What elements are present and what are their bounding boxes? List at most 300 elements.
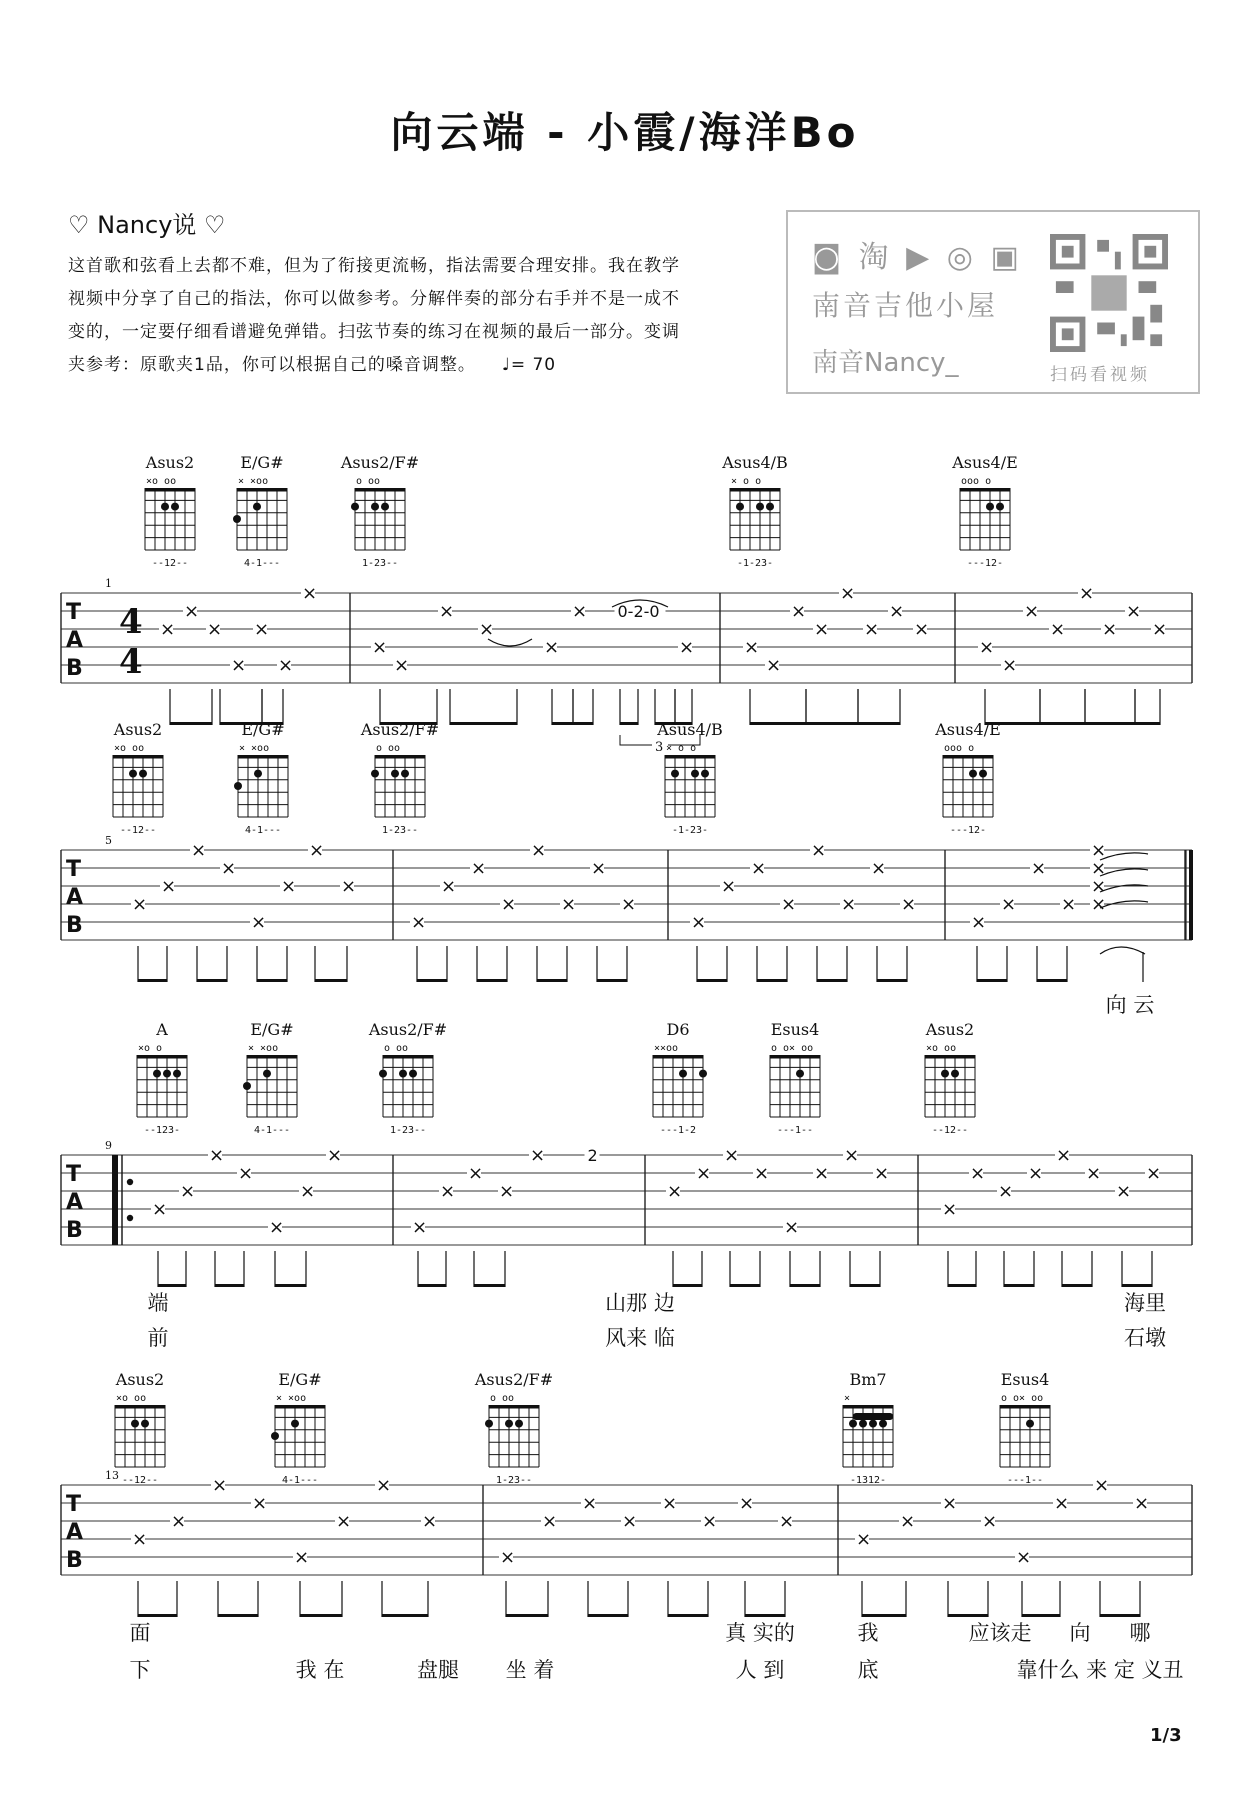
note-beam [1122,1284,1152,1287]
chord-name: E/G# [278,1370,322,1389]
lyric-line-1: 我 [857,1621,879,1645]
chord-name: Asus2/F# [360,720,440,739]
muted-note: × [914,619,930,640]
muted-note: × [1050,619,1066,640]
chord-finger-dot [996,503,1004,511]
chord-open-muted-markers: ×o oo [926,1043,957,1054]
note-beam [477,979,507,982]
chord-open-muted-markers: o o× oo [1001,1393,1044,1404]
tab-clef-letter: B [66,913,83,938]
muted-note: × [471,858,487,879]
muted-note: × [209,1145,225,1166]
note-beam [1135,722,1160,725]
muted-note: × [207,619,223,640]
chord-nut [925,1055,975,1059]
muted-note: × [621,894,637,915]
tab-clef-letter: A [66,885,84,910]
tab-clef-letter: T [66,857,82,882]
muted-note: × [1091,876,1107,897]
tab-clef-letter: T [66,1162,82,1187]
muted-note: × [1056,1145,1072,1166]
muted-note: × [572,601,588,622]
muted-note: × [501,894,517,915]
muted-note: × [542,1511,558,1532]
chord-name: Esus4 [770,1020,820,1039]
chord-nut [375,755,425,759]
muted-note: × [1016,1547,1032,1568]
chord-finger-dot [401,770,409,778]
muted-note: × [970,1163,986,1184]
muted-note: × [900,1511,916,1532]
lyric-line-2: 下 [129,1658,151,1682]
note-beam [418,1284,446,1287]
muted-note: × [302,583,318,604]
chord-fingering: --12-- [121,1475,159,1486]
muted-note: × [1079,583,1095,604]
muted-note: × [702,1511,718,1532]
muted-note: × [841,894,857,915]
chord-finger-dot [849,1420,857,1428]
chord-fingering: 1-23-- [495,1475,533,1486]
chord-nut [137,1055,187,1059]
muted-note: × [781,894,797,915]
scan-caption: 扫码看视频 [1050,365,1150,385]
lyric-line-1: 山那 边 [605,1291,675,1315]
chord-name: Asus4/B [657,720,723,739]
muted-note: × [412,1217,428,1238]
muted-note: × [1126,601,1142,622]
note-beam [300,1614,342,1617]
repeat-dot [127,1179,133,1185]
chord-fingering: ---1-2 [659,1125,697,1136]
chord-finger-dot [505,1420,513,1428]
brand-name: 南音吉他小屋 [812,289,999,322]
lyric-line-1: 向 云 [1105,993,1155,1017]
chord-finger-dot [701,770,709,778]
muted-note: × [679,637,695,658]
muted-note: × [544,637,560,658]
lyric-line-1: 应该走 [968,1621,1032,1645]
note-beam [450,722,517,725]
lyric-line-2: 人 到 [735,1658,785,1682]
note-beam [977,979,1007,982]
muted-note: × [212,1475,228,1496]
chord-open-muted-markers: × o o [666,743,697,754]
muted-note: × [531,840,547,861]
chord-nut [943,755,993,759]
lyric-line-1: 真 实的 [725,1621,795,1645]
note-beam [474,1284,505,1287]
muted-note: × [1086,1163,1102,1184]
notes-line: 视频中分享了自己的指法，你可以做参考。分解伴奏的部分右手并不是一成不 [68,289,680,309]
measure-number: 13 [105,1469,119,1482]
lyric-line-1: 海里 [1124,1291,1166,1315]
note-beam [948,1614,988,1617]
fret-number: 0-2-0 [617,602,660,621]
chord-open-muted-markers: ×o oo [116,1393,147,1404]
measure-number: 1 [105,577,112,590]
muted-note: × [294,1547,310,1568]
chord-name: D6 [666,1020,690,1039]
chord-fingering: --123- [143,1125,181,1136]
muted-note: × [998,1181,1014,1202]
tab-clef-letter: B [66,656,83,681]
lyric-line-2: 底 [857,1658,879,1682]
chord-open-muted-markers: × o o [731,476,762,487]
note-beam [1022,1614,1060,1617]
chord-name: E/G# [250,1020,294,1039]
chord-open-muted-markers: × [844,1393,851,1404]
muted-note: × [1028,1163,1044,1184]
chord-finger-dot [941,1070,949,1078]
chord-finger-dot [879,1420,887,1428]
chord-name: Asus2 [115,1370,165,1389]
chord-finger-dot [371,503,379,511]
note-beam [877,979,907,982]
chord-finger-dot [131,1420,139,1428]
muted-note: × [269,1217,285,1238]
chord-fingering: --12-- [151,558,189,569]
chord-fingering: -1-23- [671,825,709,836]
final-barline [1189,850,1193,940]
chord-open-muted-markers: × ×oo [238,476,269,487]
muted-note: × [1061,894,1077,915]
muted-note: × [982,1511,998,1532]
muted-note: × [622,1511,638,1532]
chord-fingering: ---1-- [1006,1475,1044,1486]
chord-finger-dot [409,1070,417,1078]
muted-note: × [132,1529,148,1550]
chord-fingering: 1-23-- [389,1125,427,1136]
note-beam [170,722,212,725]
muted-note: × [336,1511,352,1532]
muted-note: × [889,601,905,622]
muted-note: × [744,637,760,658]
muted-note: × [439,601,455,622]
note-beam [315,979,347,982]
note-beam [138,979,167,982]
chord-name: Asus2/F# [474,1370,554,1389]
chord-finger-dot [869,1420,877,1428]
chord-finger-dot [254,770,262,778]
chord-fingering: --12-- [119,825,157,836]
chord-open-muted-markers: ooo o [961,476,992,487]
chord-fingering: --12-- [931,1125,969,1136]
note-beam [817,979,847,982]
chord-name: Asus2/F# [340,453,420,472]
chord-finger-dot [129,770,137,778]
note-beam [858,722,900,725]
note-beam [806,722,858,725]
muted-note: × [1091,858,1107,879]
muted-note: × [341,876,357,897]
chord-finger-dot [173,1070,181,1078]
muted-note: × [372,637,388,658]
note-beam [745,1614,785,1617]
chord-fingering: 4-1--- [243,558,281,569]
chord-open-muted-markers: ×o oo [114,743,145,754]
muted-note: × [231,655,247,676]
note-beam [620,722,638,725]
chord-open-muted-markers: o oo [490,1393,515,1404]
chord-open-muted-markers: o oo [356,476,381,487]
chord-finger-dot [391,770,399,778]
chord-nut [489,1405,539,1409]
muted-note: × [691,912,707,933]
chord-open-muted-markers: × ×oo [276,1393,307,1404]
muted-note: × [1054,1493,1070,1514]
muted-note: × [132,894,148,915]
chord-finger-dot [766,503,774,511]
muted-note: × [871,858,887,879]
muted-note: × [942,1493,958,1514]
muted-note: × [844,1145,860,1166]
note-beam [218,1614,258,1617]
chord-name: Asus2/F# [368,1020,448,1039]
chord-fingering: -1-23- [736,558,774,569]
muted-note: × [814,619,830,640]
note-beam [1004,1284,1034,1287]
chord-name: Bm7 [849,1370,887,1389]
note-beam [1037,979,1067,982]
time-signature-bottom: 4 [119,642,143,682]
note-beam [275,1284,306,1287]
measure-number: 5 [105,834,112,847]
chord-finger-dot [699,1070,707,1078]
muted-note: × [1024,601,1040,622]
chord-name: Asus4/E [935,720,1001,739]
muted-note: × [1031,858,1047,879]
muted-note: × [591,858,607,879]
note-beam [597,979,627,982]
notes-line: 变的，一定要仔细看谱避免弹错。扫弦节奏的练习在视频的最后一部分。变调 [68,322,680,342]
muted-note: × [662,1493,678,1514]
note-beam [588,1614,628,1617]
chord-open-muted-markers: o oo [376,743,401,754]
chord-finger-dot [153,1070,161,1078]
muted-note: × [479,619,495,640]
muted-note: × [667,1181,683,1202]
chord-nut [665,755,715,759]
muted-note: × [901,894,917,915]
note-beam [1100,1614,1140,1617]
chord-name: Asus4/E [952,453,1018,472]
chord-nut [843,1405,893,1409]
chord-finger-dot [291,1420,299,1428]
muted-note: × [840,583,856,604]
tie [1100,947,1145,954]
chord-finger-dot [859,1420,867,1428]
chord-nut [355,488,405,492]
note-beam [138,1614,177,1617]
muted-note: × [751,858,767,879]
chord-finger-dot [1026,1420,1034,1428]
tab-clef-letter: T [66,1492,82,1517]
muted-note: × [530,1145,546,1166]
muted-note: × [221,858,237,879]
chord-nut [770,1055,820,1059]
muted-note: × [766,655,782,676]
muted-note: × [811,840,827,861]
muted-note: × [1002,655,1018,676]
lyric-line-2: 靠什么 来 定 义丑 [1016,1658,1184,1682]
chord-nut [1000,1405,1050,1409]
chord-finger-dot [485,1420,493,1428]
muted-note: × [309,840,325,861]
muted-note: × [180,1181,196,1202]
muted-note: × [856,1529,872,1550]
muted-note: × [252,1493,268,1514]
notes-heading: ♡ Nancy说 ♡ [68,211,226,239]
chord-fingering: ---12- [949,825,987,836]
muted-note: × [721,876,737,897]
note-beam [417,979,447,982]
muted-note: × [161,876,177,897]
chord-fingering: -1312- [849,1475,887,1486]
chord-finger-dot [691,770,699,778]
muted-note: × [1134,1493,1150,1514]
chord-open-muted-markers: ×o o [138,1043,163,1054]
measure-number: 9 [105,1139,112,1152]
chord-finger-dot [756,503,764,511]
chord-open-muted-markers: o o× oo [771,1043,814,1054]
muted-note: × [251,912,267,933]
chord-nut [653,1055,703,1059]
note-beam [850,1284,880,1287]
chord-nut [247,1055,297,1059]
muted-note: × [582,1493,598,1514]
repeat-start-bar [112,1155,118,1245]
muted-note: × [191,840,207,861]
time-signature-top: 4 [119,602,143,642]
chord-barre [853,1413,893,1420]
chord-finger-dot [253,503,261,511]
muted-note: × [1152,619,1168,640]
note-beam [862,1614,906,1617]
muted-note: × [754,1163,770,1184]
chord-finger-dot [243,1082,251,1090]
note-beam [730,1284,760,1287]
lyric-line-1: 面 [129,1621,151,1645]
chord-name: A [156,1020,168,1039]
muted-note: × [254,619,270,640]
muted-note: × [281,876,297,897]
note-beam [215,1284,244,1287]
strum-curve [1100,869,1148,876]
muted-note: × [441,876,457,897]
chord-name: Esus4 [1000,1370,1050,1389]
tab-clef-letter: T [66,600,82,625]
muted-note: × [411,912,427,933]
chord-open-muted-markers: ×o oo [146,476,177,487]
chord-name: Asus2 [145,453,195,472]
chord-nut [383,1055,433,1059]
page-title: 向云端 - 小霞/海洋Bo [390,108,860,157]
lyric-line-1: 哪 [1129,1621,1151,1645]
note-beam [506,1614,548,1617]
chord-nut [145,488,195,492]
muted-note: × [1116,1181,1132,1202]
chord-finger-dot [736,503,744,511]
note-beam [1062,1284,1092,1287]
chord-fingering: 1-23-- [361,558,399,569]
note-beam [1085,722,1135,725]
note-beam [257,979,287,982]
weibo-handle: 南音Nancy_ [812,348,959,378]
note-beam [158,1284,186,1287]
chord-finger-dot [679,1070,687,1078]
muted-note: × [1146,1163,1162,1184]
chord-finger-dot [351,503,359,511]
chord-finger-dot [171,503,179,511]
muted-note: × [724,1145,740,1166]
note-beam [552,722,573,725]
tab-clef-letter: A [66,1520,84,1545]
tab-clef-letter: A [66,628,84,653]
chord-nut [275,1405,325,1409]
muted-note: × [779,1511,795,1532]
chord-finger-dot [263,1070,271,1078]
chord-nut [238,755,288,759]
notes-line-text: 夹参考：原歌夹1品，你可以根据自己的嗓音调整。 [68,355,476,375]
chord-fingering: 4-1--- [253,1125,291,1136]
note-beam [1040,722,1085,725]
chord-fingering: ---12- [966,558,1004,569]
chord-finger-dot [234,782,242,790]
note-beam [382,1614,428,1617]
muted-note: × [327,1145,343,1166]
chord-finger-dot [381,503,389,511]
chord-name: E/G# [241,720,285,739]
note-beam [673,1284,702,1287]
chord-finger-dot [969,770,977,778]
chord-fingering: 1-23-- [381,825,419,836]
note-beam [573,722,593,725]
chord-fingering: ---1-- [776,1125,814,1136]
muted-note: × [160,619,176,640]
muted-note: × [1091,840,1107,861]
muted-note: × [739,1493,755,1514]
lyric-line-2: 坐 着 [505,1658,555,1682]
tab-clef-letter: B [66,1548,83,1573]
muted-note: × [814,1163,830,1184]
muted-note: × [152,1199,168,1220]
note-beam [948,1284,976,1287]
chord-finger-dot [271,1432,279,1440]
muted-note: × [971,912,987,933]
lyric-line-2: 我 在 [295,1658,345,1682]
repeat-dot [127,1215,133,1221]
tab-clef-letter: B [66,1218,83,1243]
social-icons: ◙ 淘 ▶ ◎ ▣ [812,240,1023,275]
note-beam [757,979,787,982]
muted-note: × [1001,894,1017,915]
muted-note: × [171,1511,187,1532]
lyric-line-2: 石墩 [1124,1326,1166,1350]
chord-fingering: 4-1--- [244,825,282,836]
strum-curve [1100,853,1148,860]
chord-finger-dot [163,1070,171,1078]
chord-nut [730,488,780,492]
chord-finger-dot [671,770,679,778]
chord-fingering: 4-1--- [281,1475,319,1486]
chord-finger-dot [139,770,147,778]
muted-note: × [376,1475,392,1496]
lyric-line-1: 向 [1069,1621,1091,1645]
chord-finger-dot [951,1070,959,1078]
chord-name: E/G# [240,453,284,472]
muted-note: × [500,1547,516,1568]
